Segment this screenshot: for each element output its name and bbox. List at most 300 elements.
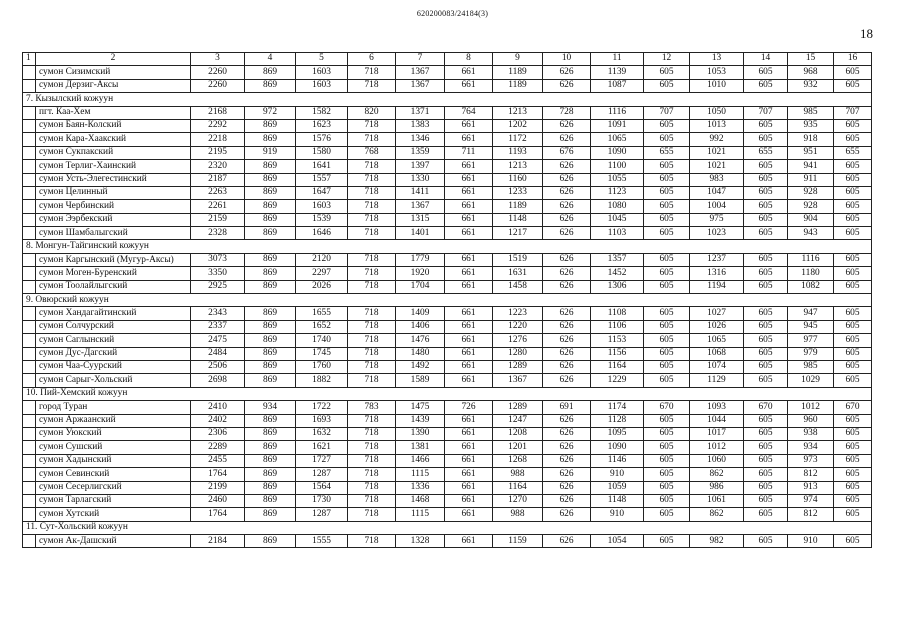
value-cell: 718: [348, 133, 396, 146]
table-row: [23, 401, 872, 414]
value-cell: 1021: [690, 160, 744, 173]
value-cell: 670: [834, 401, 872, 414]
value-cell: 1213: [493, 160, 543, 173]
value-cell: 1061: [690, 494, 744, 507]
value-cell: 605: [644, 186, 690, 199]
column-number: 15: [788, 53, 834, 66]
value-cell: 1316: [690, 267, 744, 280]
value-cell: 910: [591, 468, 644, 481]
value-cell: 605: [834, 468, 872, 481]
section-name: Кызылский кожуун: [35, 93, 114, 104]
value-cell: 1492: [396, 360, 445, 373]
row-number-cell: [23, 401, 36, 414]
value-cell: 605: [644, 374, 690, 387]
section-number: 9.: [26, 294, 34, 305]
value-cell: 3073: [191, 253, 245, 266]
row-number-cell: [23, 79, 36, 92]
row-number-cell: [23, 227, 36, 240]
settlement-name: сумон Уюкский: [36, 427, 191, 440]
settlement-name: сумон Каргынский (Мугур-Аксы): [36, 253, 191, 266]
value-cell: 935: [788, 119, 834, 132]
value-cell: 605: [744, 307, 788, 320]
value-cell: 988: [493, 468, 543, 481]
value-cell: 605: [834, 307, 872, 320]
settlement-name: сумон Севинский: [36, 468, 191, 481]
settlement-name: сумон Сукпакский: [36, 146, 191, 159]
value-cell: 626: [543, 133, 591, 146]
value-cell: 1371: [396, 106, 445, 119]
value-cell: 2460: [191, 494, 245, 507]
value-cell: 626: [543, 66, 591, 79]
value-cell: 718: [348, 173, 396, 186]
value-cell: 1129: [690, 374, 744, 387]
value-cell: 1189: [493, 66, 543, 79]
table-row: [23, 494, 872, 507]
value-cell: 661: [445, 427, 493, 440]
table-row: [23, 119, 872, 132]
value-cell: 986: [690, 481, 744, 494]
value-cell: 943: [788, 227, 834, 240]
value-cell: 661: [445, 334, 493, 347]
value-cell: 2168: [191, 106, 245, 119]
value-cell: 1090: [591, 146, 644, 159]
value-cell: 605: [644, 320, 690, 333]
value-cell: 605: [644, 160, 690, 173]
value-cell: 605: [744, 227, 788, 240]
value-cell: 1093: [690, 401, 744, 414]
value-cell: 869: [245, 307, 296, 320]
row-number-cell: [23, 66, 36, 79]
section-number: 8.: [26, 240, 34, 251]
value-cell: 718: [348, 227, 396, 240]
value-cell: 605: [744, 347, 788, 360]
value-cell: 869: [245, 280, 296, 293]
value-cell: 605: [834, 535, 872, 548]
value-cell: 605: [644, 307, 690, 320]
value-cell: 661: [445, 307, 493, 320]
value-cell: 1148: [493, 213, 543, 226]
value-cell: 718: [348, 66, 396, 79]
value-cell: 1406: [396, 320, 445, 333]
settlement-name: город Туран: [36, 401, 191, 414]
value-cell: 626: [543, 441, 591, 454]
value-cell: 626: [543, 360, 591, 373]
section-title: [23, 294, 872, 307]
value-cell: 718: [348, 481, 396, 494]
value-cell: 1289: [493, 360, 543, 373]
row-number-cell: [23, 253, 36, 266]
value-cell: 1475: [396, 401, 445, 414]
value-cell: 869: [245, 494, 296, 507]
value-cell: 661: [445, 200, 493, 213]
value-cell: 820: [348, 106, 396, 119]
value-cell: 2263: [191, 186, 245, 199]
value-cell: 661: [445, 186, 493, 199]
value-cell: 691: [543, 401, 591, 414]
value-cell: 605: [644, 66, 690, 79]
table-row: [23, 133, 872, 146]
value-cell: 1054: [591, 535, 644, 548]
settlement-name: сумон Дерзиг-Аксы: [36, 79, 191, 92]
column-number: 8: [445, 53, 493, 66]
value-cell: 728: [543, 106, 591, 119]
value-cell: 626: [543, 508, 591, 521]
value-cell: 1095: [591, 427, 644, 440]
value-cell: 605: [644, 173, 690, 186]
value-cell: 605: [744, 79, 788, 92]
value-cell: 869: [245, 119, 296, 132]
value-cell: 1390: [396, 427, 445, 440]
value-cell: 812: [788, 468, 834, 481]
settlement-name: сумон Ээрбекский: [36, 213, 191, 226]
value-cell: 1189: [493, 200, 543, 213]
value-cell: 718: [348, 374, 396, 387]
value-cell: 718: [348, 160, 396, 173]
value-cell: 1023: [690, 227, 744, 240]
value-cell: 661: [445, 320, 493, 333]
value-cell: 977: [788, 334, 834, 347]
value-cell: 605: [834, 173, 872, 186]
value-cell: 605: [834, 360, 872, 373]
value-cell: 1029: [788, 374, 834, 387]
value-cell: 626: [543, 227, 591, 240]
value-cell: 1044: [690, 414, 744, 427]
value-cell: 1287: [296, 508, 348, 521]
section-row: [23, 93, 872, 106]
value-cell: 605: [744, 186, 788, 199]
value-cell: 1655: [296, 307, 348, 320]
column-number: 16: [834, 53, 872, 66]
value-cell: 661: [445, 227, 493, 240]
value-cell: 947: [788, 307, 834, 320]
value-cell: 626: [543, 119, 591, 132]
value-cell: 626: [543, 307, 591, 320]
document-id: 620200083/24184(3): [416, 9, 489, 18]
value-cell: 1080: [591, 200, 644, 213]
value-cell: 1128: [591, 414, 644, 427]
row-number-cell: [23, 106, 36, 119]
value-cell: 718: [348, 414, 396, 427]
row-number-cell: [23, 173, 36, 186]
value-cell: 1589: [396, 374, 445, 387]
table-row: [23, 200, 872, 213]
value-cell: 1268: [493, 454, 543, 467]
value-cell: 960: [788, 414, 834, 427]
table-row: [23, 441, 872, 454]
table-row: [23, 454, 872, 467]
value-cell: 1576: [296, 133, 348, 146]
row-number-cell: [23, 307, 36, 320]
value-cell: 1103: [591, 227, 644, 240]
value-cell: 2698: [191, 374, 245, 387]
value-cell: 2218: [191, 133, 245, 146]
value-cell: 1012: [788, 401, 834, 414]
value-cell: 1116: [788, 253, 834, 266]
value-cell: 626: [543, 186, 591, 199]
value-cell: 605: [744, 360, 788, 373]
value-cell: 934: [788, 441, 834, 454]
row-number-cell: [23, 494, 36, 507]
value-cell: 655: [744, 146, 788, 159]
value-cell: 869: [245, 66, 296, 79]
value-cell: 605: [744, 253, 788, 266]
row-number-cell: [23, 200, 36, 213]
value-cell: 1631: [493, 267, 543, 280]
value-cell: 1760: [296, 360, 348, 373]
row-number-cell: [23, 347, 36, 360]
value-cell: 2925: [191, 280, 245, 293]
value-cell: 1401: [396, 227, 445, 240]
value-cell: 913: [788, 481, 834, 494]
value-cell: 605: [644, 79, 690, 92]
section-title: [23, 521, 872, 534]
section-row: [23, 294, 872, 307]
settlement-name: сумон Шамбалыгский: [36, 227, 191, 240]
value-cell: 869: [245, 186, 296, 199]
value-cell: 605: [834, 441, 872, 454]
table-row: [23, 320, 872, 333]
value-cell: 626: [543, 253, 591, 266]
value-cell: 661: [445, 213, 493, 226]
value-cell: 718: [348, 535, 396, 548]
settlement-name: сумон Хутский: [36, 508, 191, 521]
value-cell: 605: [834, 160, 872, 173]
value-cell: 2455: [191, 454, 245, 467]
value-cell: 661: [445, 119, 493, 132]
table-row: [23, 173, 872, 186]
value-cell: 661: [445, 508, 493, 521]
value-cell: 869: [245, 320, 296, 333]
page-number: 18: [860, 26, 873, 41]
value-cell: 918: [788, 133, 834, 146]
section-title: [23, 93, 872, 106]
table-row: [23, 253, 872, 266]
value-cell: 911: [788, 173, 834, 186]
value-cell: 661: [445, 66, 493, 79]
value-cell: 661: [445, 160, 493, 173]
row-number-cell: [23, 119, 36, 132]
value-cell: 605: [744, 508, 788, 521]
value-cell: 1233: [493, 186, 543, 199]
row-number-cell: [23, 481, 36, 494]
value-cell: 2292: [191, 119, 245, 132]
value-cell: 1623: [296, 119, 348, 132]
value-cell: 661: [445, 360, 493, 373]
value-cell: 605: [644, 468, 690, 481]
value-cell: 605: [744, 66, 788, 79]
value-cell: 869: [245, 334, 296, 347]
value-cell: 1237: [690, 253, 744, 266]
data-table: [22, 52, 872, 548]
value-cell: 1148: [591, 494, 644, 507]
row-number-cell: [23, 441, 36, 454]
settlement-name: сумон Чаа-Суурский: [36, 360, 191, 373]
value-cell: 1159: [493, 535, 543, 548]
settlement-name: пгт. Каа-Хем: [36, 106, 191, 119]
value-cell: 605: [744, 468, 788, 481]
row-number-cell: [23, 508, 36, 521]
value-cell: 626: [543, 79, 591, 92]
value-cell: 626: [543, 374, 591, 387]
value-cell: 1160: [493, 173, 543, 186]
value-cell: 1603: [296, 66, 348, 79]
value-cell: 605: [834, 494, 872, 507]
value-cell: 1270: [493, 494, 543, 507]
value-cell: 1359: [396, 146, 445, 159]
table-row: [23, 347, 872, 360]
value-cell: 718: [348, 253, 396, 266]
value-cell: 985: [788, 360, 834, 373]
value-cell: 1480: [396, 347, 445, 360]
value-cell: 1346: [396, 133, 445, 146]
value-cell: 1740: [296, 334, 348, 347]
value-cell: 605: [744, 334, 788, 347]
value-cell: 1280: [493, 347, 543, 360]
value-cell: 910: [591, 508, 644, 521]
value-cell: 2475: [191, 334, 245, 347]
column-number: 9: [493, 53, 543, 66]
table-row: [23, 427, 872, 440]
value-cell: 1557: [296, 173, 348, 186]
value-cell: 605: [744, 374, 788, 387]
value-cell: 2120: [296, 253, 348, 266]
row-number-cell: [23, 334, 36, 347]
value-cell: 670: [644, 401, 690, 414]
row-number-cell: [23, 146, 36, 159]
value-cell: 812: [788, 508, 834, 521]
value-cell: 2159: [191, 213, 245, 226]
value-cell: 862: [690, 508, 744, 521]
value-cell: 768: [348, 146, 396, 159]
value-cell: 2320: [191, 160, 245, 173]
value-cell: 1367: [396, 200, 445, 213]
value-cell: 1108: [591, 307, 644, 320]
row-number-cell: [23, 374, 36, 387]
row-number-cell: [23, 535, 36, 548]
value-cell: 605: [744, 427, 788, 440]
section-row: [23, 521, 872, 534]
value-cell: 1074: [690, 360, 744, 373]
value-cell: 605: [644, 427, 690, 440]
value-cell: 661: [445, 414, 493, 427]
value-cell: 661: [445, 79, 493, 92]
value-cell: 1289: [493, 401, 543, 414]
value-cell: 655: [644, 146, 690, 159]
value-cell: 1220: [493, 320, 543, 333]
value-cell: 2199: [191, 481, 245, 494]
section-name: Пий-Хемский кожуун: [40, 388, 128, 399]
value-cell: 605: [834, 66, 872, 79]
value-cell: 605: [834, 119, 872, 132]
value-cell: 1106: [591, 320, 644, 333]
value-cell: 869: [245, 213, 296, 226]
value-cell: 910: [788, 535, 834, 548]
value-cell: 1632: [296, 427, 348, 440]
value-cell: 1452: [591, 267, 644, 280]
table-row: [23, 280, 872, 293]
value-cell: 1466: [396, 454, 445, 467]
table-row: [23, 66, 872, 79]
table-row: [23, 146, 872, 159]
settlement-name: сумон Солчурский: [36, 320, 191, 333]
value-cell: 1779: [396, 253, 445, 266]
value-cell: 605: [834, 320, 872, 333]
value-cell: 718: [348, 320, 396, 333]
value-cell: 3350: [191, 267, 245, 280]
value-cell: 718: [348, 186, 396, 199]
value-cell: 869: [245, 454, 296, 467]
value-cell: 869: [245, 427, 296, 440]
settlement-name: сумон Тоолайлыгский: [36, 280, 191, 293]
value-cell: 1357: [591, 253, 644, 266]
value-cell: 605: [644, 481, 690, 494]
value-cell: 707: [744, 106, 788, 119]
value-cell: 1229: [591, 374, 644, 387]
section-name: Сут-Хольский кожуун: [39, 522, 128, 533]
value-cell: 661: [445, 347, 493, 360]
value-cell: 605: [744, 320, 788, 333]
value-cell: 1174: [591, 401, 644, 414]
value-cell: 1146: [591, 454, 644, 467]
value-cell: 718: [348, 454, 396, 467]
value-cell: 626: [543, 427, 591, 440]
value-cell: 1383: [396, 119, 445, 132]
table-row: [23, 508, 872, 521]
value-cell: 869: [245, 133, 296, 146]
value-cell: 605: [834, 213, 872, 226]
value-cell: 1745: [296, 347, 348, 360]
value-cell: 661: [445, 441, 493, 454]
row-number-cell: [23, 454, 36, 467]
value-cell: 718: [348, 427, 396, 440]
value-cell: 2184: [191, 535, 245, 548]
row-number-cell: [23, 414, 36, 427]
section-name: Монгун-Тайгинский кожуун: [35, 240, 149, 251]
value-cell: 1336: [396, 481, 445, 494]
value-cell: 605: [644, 494, 690, 507]
settlement-name: сумон Сесерлигский: [36, 481, 191, 494]
value-cell: 605: [834, 481, 872, 494]
value-cell: 605: [834, 280, 872, 293]
value-cell: 605: [644, 227, 690, 240]
value-cell: 1367: [493, 374, 543, 387]
value-cell: 1397: [396, 160, 445, 173]
value-cell: 605: [644, 347, 690, 360]
value-cell: 726: [445, 401, 493, 414]
value-cell: 626: [543, 267, 591, 280]
value-cell: 1090: [591, 441, 644, 454]
value-cell: 718: [348, 360, 396, 373]
value-cell: 1764: [191, 468, 245, 481]
value-cell: 605: [744, 494, 788, 507]
value-cell: 626: [543, 481, 591, 494]
value-cell: 605: [744, 160, 788, 173]
row-number-cell: [23, 186, 36, 199]
value-cell: 1247: [493, 414, 543, 427]
value-cell: 951: [788, 146, 834, 159]
settlement-name: сумон Кара-Хаакский: [36, 133, 191, 146]
value-cell: 982: [690, 535, 744, 548]
column-number: 7: [396, 53, 445, 66]
value-cell: 1172: [493, 133, 543, 146]
value-cell: 1021: [690, 146, 744, 159]
value-cell: 1276: [493, 334, 543, 347]
value-cell: 605: [644, 334, 690, 347]
value-cell: 945: [788, 320, 834, 333]
table-row: [23, 227, 872, 240]
value-cell: 919: [245, 146, 296, 159]
value-cell: 1193: [493, 146, 543, 159]
